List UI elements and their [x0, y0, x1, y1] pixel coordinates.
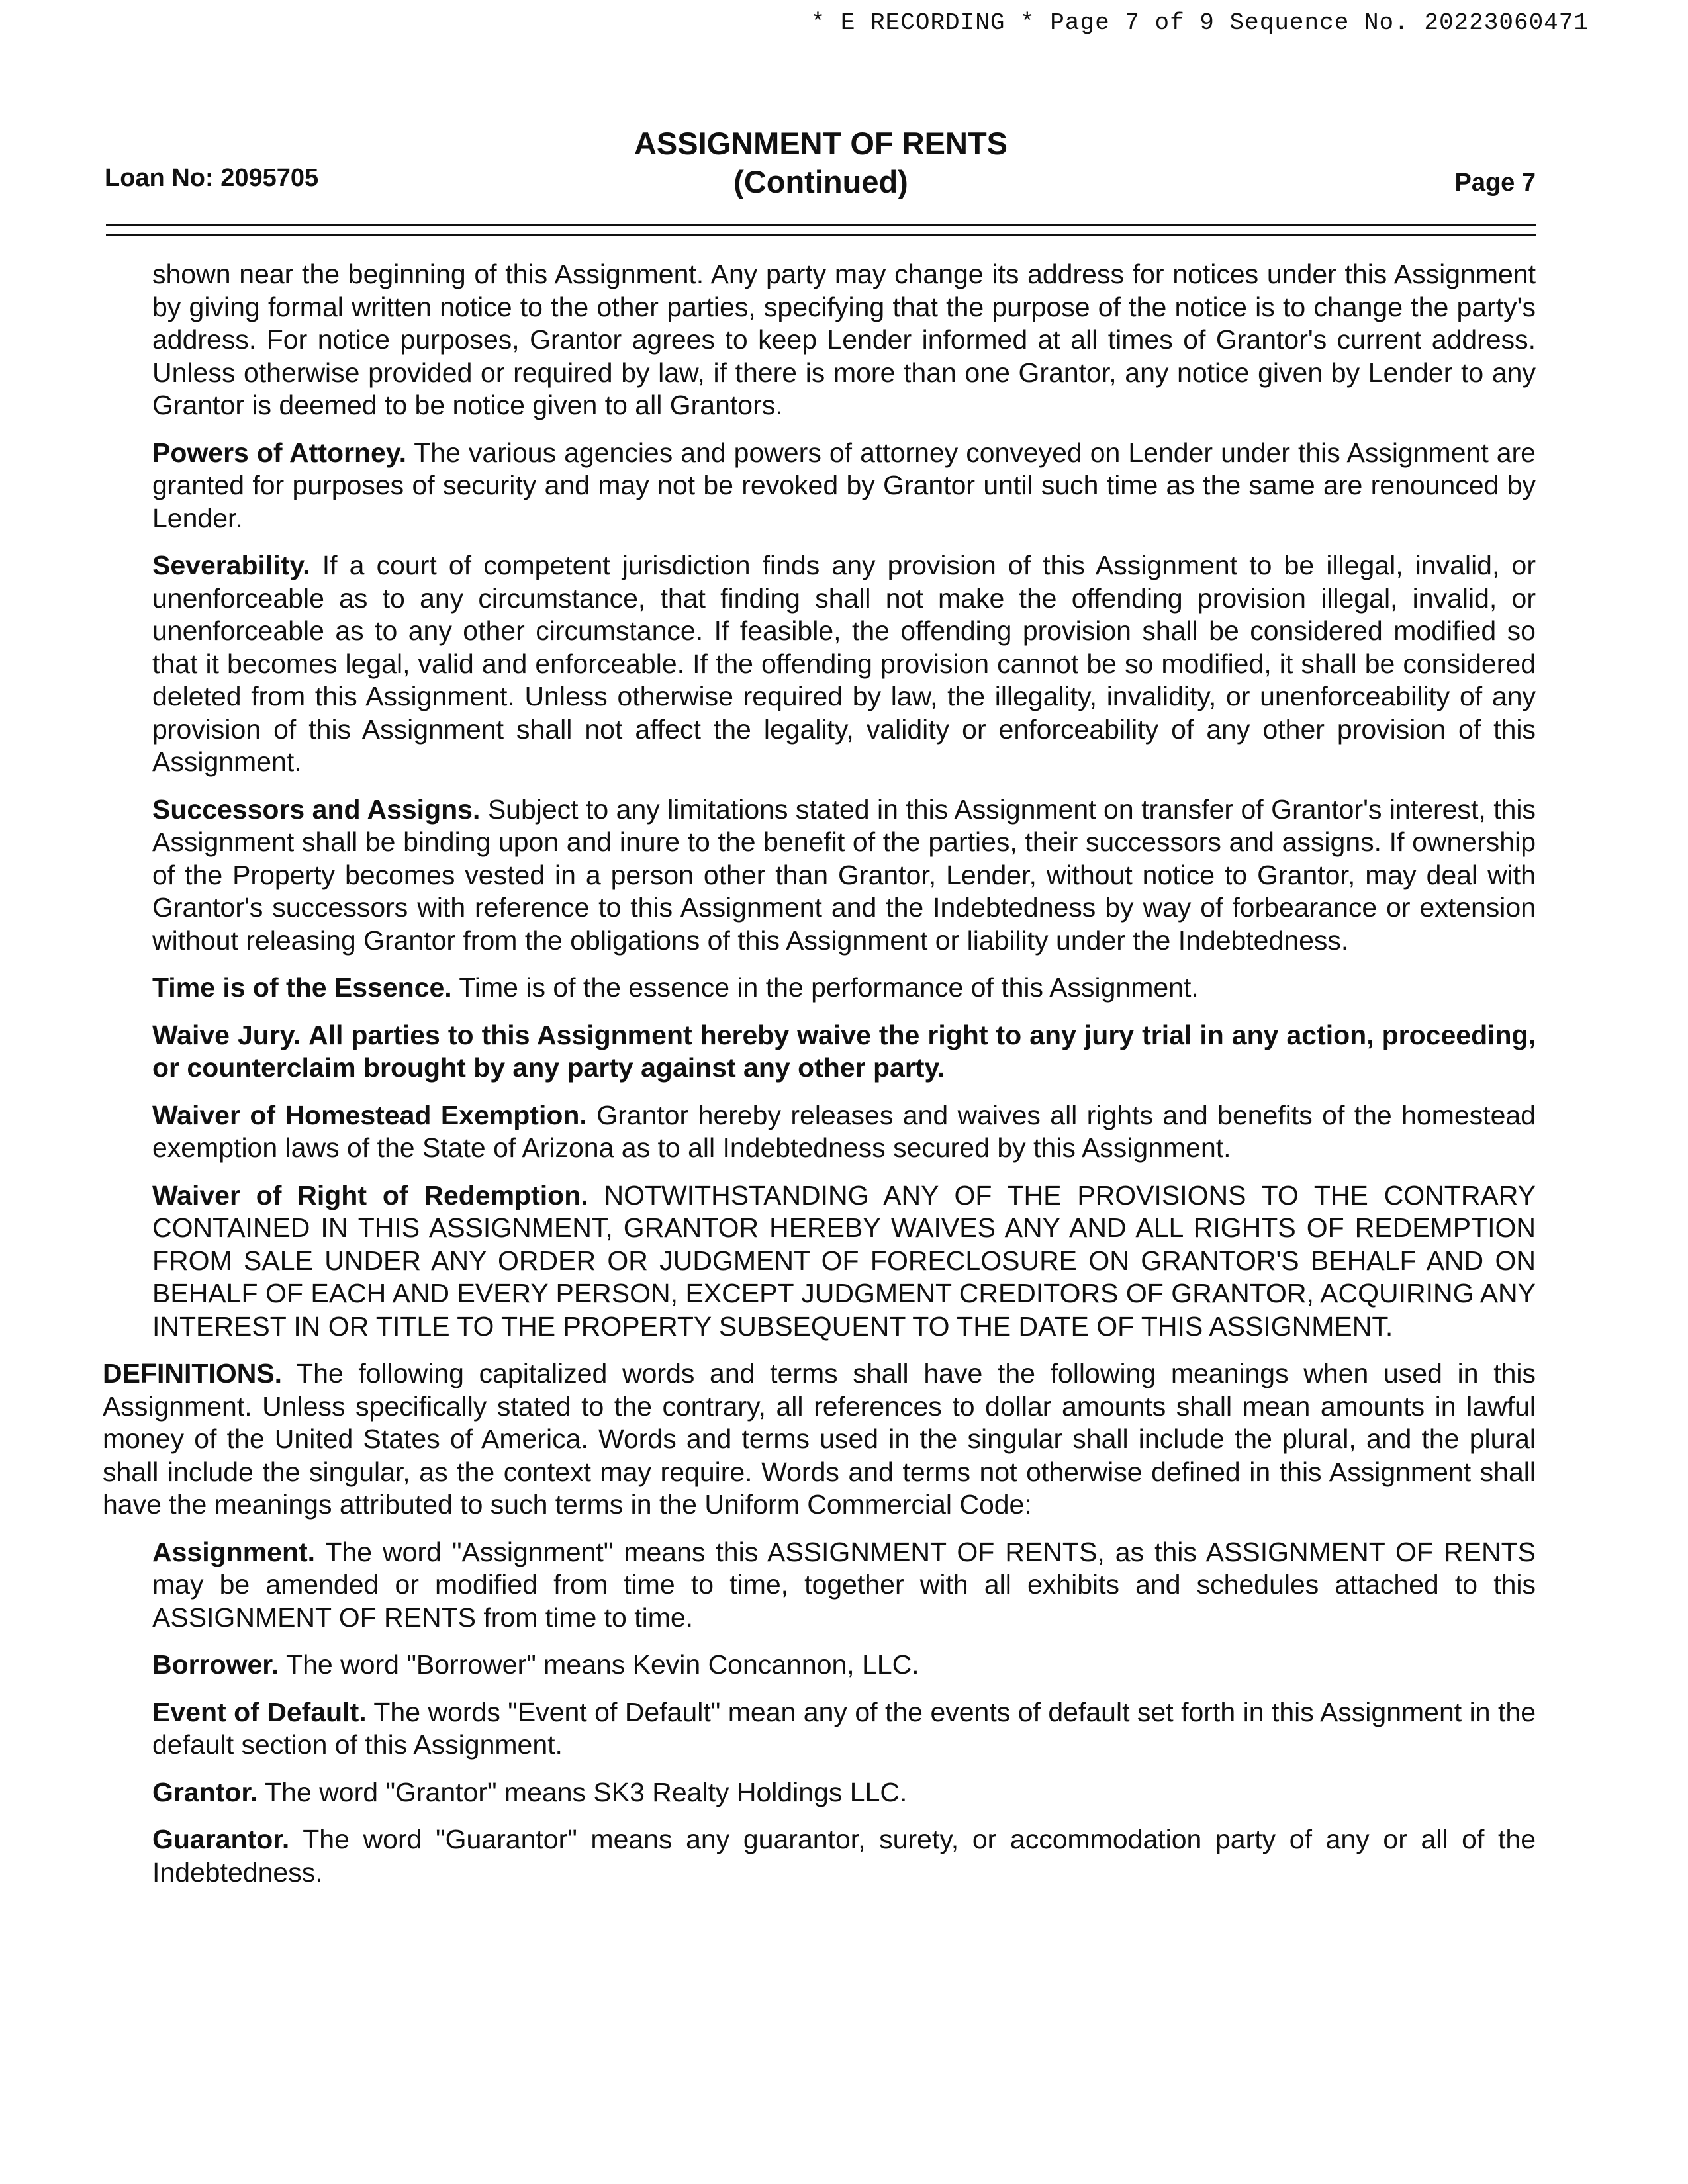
- redemption-paragraph: [152, 1179, 1536, 1343]
- loan-number: Loan No: 2095705: [105, 164, 319, 192]
- time-essence-paragraph: [152, 972, 1536, 1005]
- severability-paragraph: [152, 549, 1536, 779]
- header-rule-top: [106, 224, 1536, 226]
- term-text: The word "Grantor" means SK3 Realty Holdings LLC.: [265, 1776, 908, 1807]
- powers-of-attorney-paragraph: [152, 437, 1536, 535]
- term-heading: Guarantor.: [152, 1824, 290, 1854]
- section-heading: Severability.: [152, 550, 310, 580]
- section-text: NOTWITHSTANDING ANY OF THE PROVISIONS TO THE CONTRARY CONTAINED IN THIS ASSIGNMENT, GRANTOR HEREBY WAIVES ANY AND ALL RIGHTS OF REDEMPTION FROM SALE UNDER ANY ORDER OR JUDGMENT OF FORECLOSURE ON GRANTOR'S BEHALF AND ON BEHALF OF EACH AND EVERY PERSON, EXCEPT JUDGMENT CREDITORS OF GRANTOR, ACQUIRING ANY INTEREST IN OR TITLE TO THE PROPERTY SUBSEQUENT TO THE DATE OF THIS ASSIGNMENT.: [152, 1179, 1536, 1342]
- term-heading: Borrower.: [152, 1649, 279, 1680]
- section-heading: Powers of Attorney.: [152, 437, 406, 468]
- section-text: Subject to any limitations stated in this Assignment on transfer of Grantor's interest, this Assignment shall be binding upon and inure to the benefit of the parties, their successors and assigns. If ownership of the Property becomes vested in a person other than Grantor, Lender, without notice to Grantor, may deal with Grantor's successors with reference to this Assignment and the Indebtedness by way of forbearance or extension without releasing Grantor from the obligations of this Assignment or liability under the Indebtedness.: [152, 794, 1536, 956]
- term-text: The word "Guarantor" means any guarantor, surety, or accommodation party of any or all of the Indebtedness.: [152, 1824, 1536, 1888]
- notices-paragraph: shown near the beginning of this Assignment. Any party may change its address for notices under this Assignment by giving formal written notice to the other parties, specifying that the purpose of the notice is to change the party's address. For notice purposes, Grantor agrees to keep Lender informed at all times of Grantor's current address. Unless otherwise provided or required by law, if there is more than one Grantor, any notice given by Lender to any Grantor is deemed to be notice given to all Grantors.: [152, 259, 1536, 420]
- borrower-definition: [152, 1649, 1536, 1682]
- term-heading: Event of Default.: [152, 1696, 367, 1727]
- section-text: Time is of the essence in the performance of this Assignment.: [459, 972, 1199, 1003]
- section-heading: Waiver of Homestead Exemption.: [152, 1099, 587, 1130]
- section-heading: Time is of the Essence.: [152, 972, 452, 1003]
- assignment-definition: [152, 1536, 1536, 1635]
- section-text: The following capitalized words and terms shall have the following meanings when used in this Assignment. Unless specifically stated to the contrary, all references to dollar amounts shall mean amounts in lawful money of the United States of America. Words and terms used in the singular shall include the plural, and the plural shall include the singular, as the context may require. Words and terms not otherwise defined in this Assignment shall have the meanings attributed to such terms in the Uniform Commercial Code:: [103, 1358, 1536, 1520]
- term-text: The word "Borrower" means Kevin Concannon, LLC.: [286, 1649, 919, 1680]
- term-heading: Assignment.: [152, 1536, 316, 1567]
- document-subtitle: (Continued): [733, 164, 908, 199]
- section-text: All parties to this Assignment hereby waive the right to any jury trial in any action, proceeding, or counterclaim brought by any party against any other party.: [152, 1019, 1536, 1083]
- recording-header: * E RECORDING * Page 7 of 9 Sequence No. 20223060471: [810, 9, 1589, 36]
- term-text: The word "Assignment" means this ASSIGNMENT OF RENTS, as this ASSIGNMENT OF RENTS may be amended or modified from time to time, together with all exhibits and schedules attached to this ASSIGNMENT OF RENTS from time to time.: [152, 1536, 1536, 1633]
- successors-paragraph: [152, 794, 1536, 958]
- document-title: ASSIGNMENT OF RENTS: [633, 126, 1008, 161]
- definitions-paragraph: [103, 1357, 1536, 1522]
- term-text: The words "Event of Default" mean any of the events of default set forth in this Assignment in the default section of this Assignment.: [152, 1696, 1536, 1760]
- section-text: The various agencies and powers of attorney conveyed on Lender under this Assignment are granted for purposes of security and may not be revoked by Grantor until such time as the same are renounced by Lender.: [152, 437, 1536, 533]
- section-heading: Waiver of Right of Redemption.: [152, 1179, 588, 1210]
- header-rule-bottom: [106, 234, 1536, 236]
- section-heading: Waive Jury.: [152, 1019, 301, 1050]
- section-heading: Successors and Assigns.: [152, 794, 481, 825]
- waive-jury-paragraph: [152, 1019, 1536, 1085]
- section-text: If a court of competent jurisdiction finds any provision of this Assignment to be illegal, invalid, or unenforceable as to any circumstance, that finding shall not make the offending provision illegal, invalid, or unenforceable as to any other circumstance. If feasible, the offending provision shall be considered modified so that it becomes legal, valid and enforceable. If the offending provision cannot be so modified, it shall be considered deleted from this Assignment. Unless otherwise required by law, the illegality, invalidity, or unenforceability of any provision of this Assignment shall not affect the legality, validity or enforceability of any other provision of this Assignment.: [152, 550, 1536, 777]
- section-heading: DEFINITIONS.: [103, 1358, 283, 1388]
- document-body: [103, 258, 1536, 1903]
- term-heading: Grantor.: [152, 1776, 258, 1807]
- event-of-default-definition: [152, 1696, 1536, 1762]
- grantor-definition: [152, 1776, 1536, 1809]
- homestead-paragraph: [152, 1099, 1536, 1165]
- guarantor-definition: [152, 1823, 1536, 1889]
- section-text: Grantor hereby releases and waives all rights and benefits of the homestead exemption laws of the State of Arizona as to all Indebtedness secured by this Assignment.: [152, 1099, 1536, 1163]
- page-number: Page 7: [1454, 169, 1536, 197]
